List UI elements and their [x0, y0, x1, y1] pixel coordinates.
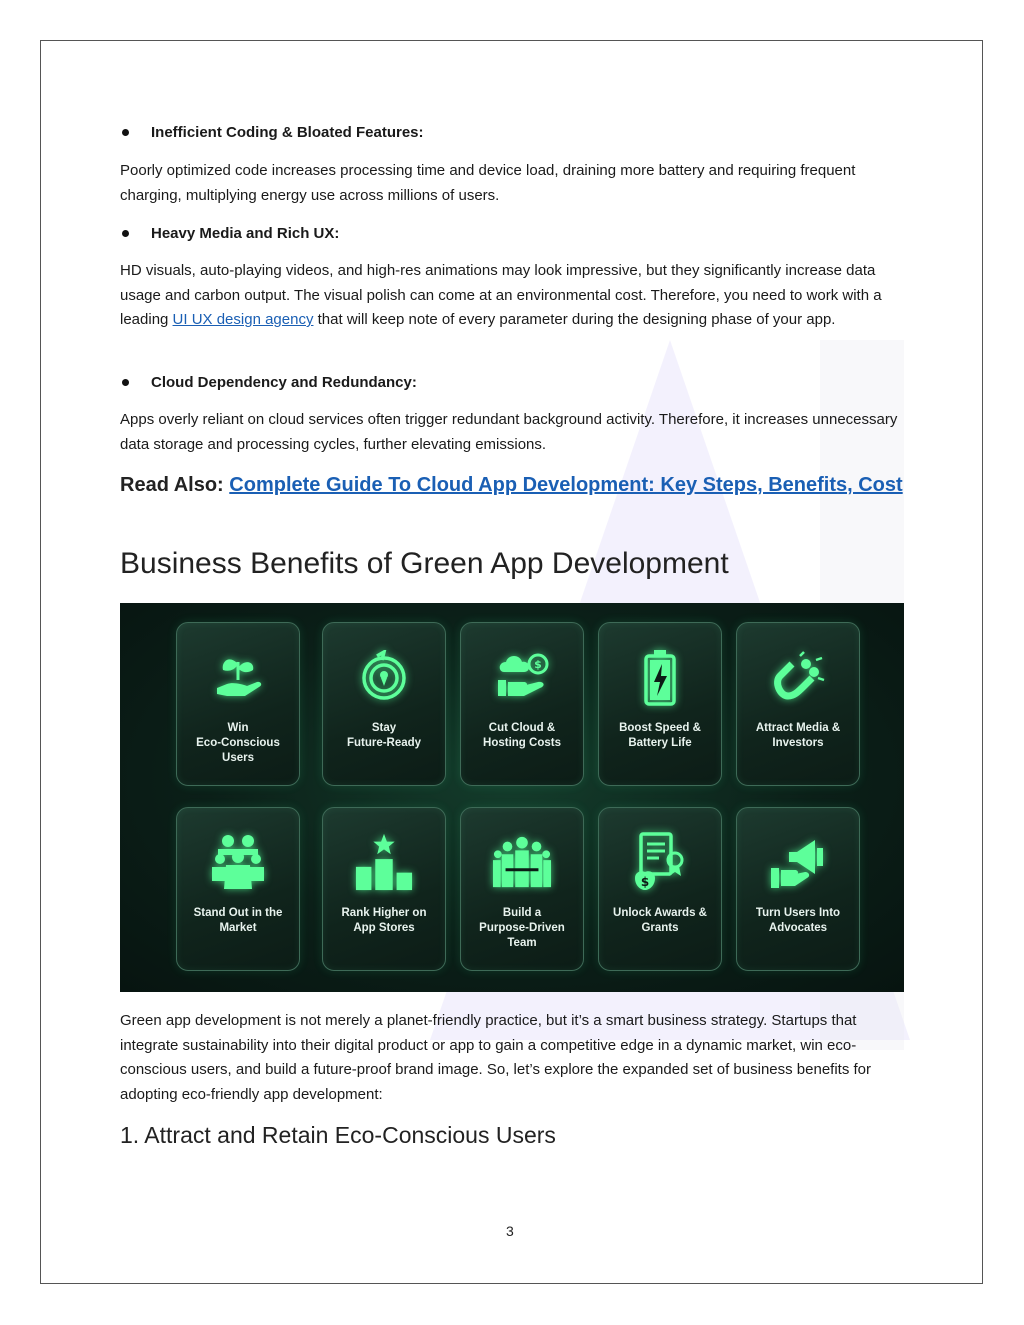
podium-star-icon [354, 832, 414, 892]
bullet-dot [122, 129, 129, 136]
cloud-money-icon [492, 647, 552, 707]
bullet-label: Cloud Dependency and Redundancy: [151, 374, 417, 391]
subsection-heading: 1. Attract and Retain Eco-Conscious Users [120, 1122, 556, 1148]
benefit-card [736, 807, 860, 971]
read-also [120, 470, 910, 501]
svg-text:$: $ [534, 658, 542, 671]
bullet-item [120, 374, 417, 391]
benefit-card [176, 807, 300, 971]
benefit-label: Stand Out in the Market [193, 907, 283, 934]
benefit-card [176, 622, 300, 786]
paragraph-text: HD visuals, auto-playing videos, and high-res animations may look impressive, but they significantly increase data usage and carbon output. The visual polish can come at an environmental cost. Therefore, you need to work with a leading [120, 262, 882, 328]
bullet-item [120, 225, 339, 242]
battery-icon [630, 647, 690, 707]
compass-icon [354, 647, 414, 707]
benefit-card [598, 807, 722, 971]
paragraph: Apps overly reliant on cloud services often trigger redundant background activity. Therefore, it increases unnecessary data storage and processing cycles, further elevating emissions. [120, 411, 898, 453]
magnet-icon [768, 647, 828, 707]
benefit-label: Cut Cloud & Hosting Costs [483, 722, 561, 749]
benefit-card [322, 622, 446, 786]
bullet-dot [122, 379, 129, 386]
benefit-card [598, 622, 722, 786]
benefit-label: Win Eco-Conscious Users [196, 722, 280, 764]
svg-text:$: $ [640, 875, 650, 889]
benefit-label: Boost Speed & Battery Life [619, 722, 701, 749]
ui-ux-agency-link[interactable]: UI UX design agency [172, 311, 314, 328]
section-heading: Business Benefits of Green App Development [120, 547, 729, 580]
team-icon [492, 832, 552, 892]
benefit-label: Turn Users Into Advocates [755, 907, 841, 934]
benefit-label: Rank Higher on App Stores [341, 907, 427, 934]
paragraph: Poorly optimized code increases processing time and device load, draining more battery and requiring frequent charging, multiplying energy use across millions of users. [120, 162, 856, 204]
bullet-dot [122, 230, 129, 237]
page-number: 3 [506, 1223, 514, 1239]
people-group-icon [208, 832, 268, 892]
benefit-card [322, 807, 446, 971]
benefits-infographic [120, 603, 904, 992]
benefit-card [460, 622, 584, 786]
benefit-label: Stay Future-Ready [346, 722, 422, 749]
paragraph [120, 259, 910, 333]
benefit-label: Attract Media & Investors [755, 722, 841, 749]
read-also-link[interactable]: Complete Guide To Cloud App Development: Key Steps, Benefits, Cost [229, 474, 903, 496]
benefit-label: Build a Purpose-Driven Team [479, 907, 565, 949]
certificate-icon [630, 832, 690, 892]
benefit-card [460, 807, 584, 971]
megaphone-icon [768, 832, 828, 892]
bullet-label: Inefficient Coding & Bloated Features: [151, 124, 424, 141]
paragraph-text: that will keep note of every parameter during the designing phase of your app. [313, 311, 836, 328]
benefit-card [736, 622, 860, 786]
plant-hand-icon [208, 647, 268, 707]
benefit-label: Unlock Awards & Grants [613, 907, 707, 934]
bullet-item [120, 124, 424, 141]
bullet-label: Heavy Media and Rich UX: [151, 225, 340, 242]
paragraph: Green app development is not merely a planet-friendly practice, but it’s a smart business strategy. Startups that integrate sustainability into their digital product or app to gain a competitive edge in a dynamic market, win eco-conscious users, and build a future-proof brand image. So, let’s explore the expanded set of business benefits for adopting eco-friendly app development: [120, 1012, 872, 1103]
read-also-prefix: Read Also: [120, 474, 230, 496]
